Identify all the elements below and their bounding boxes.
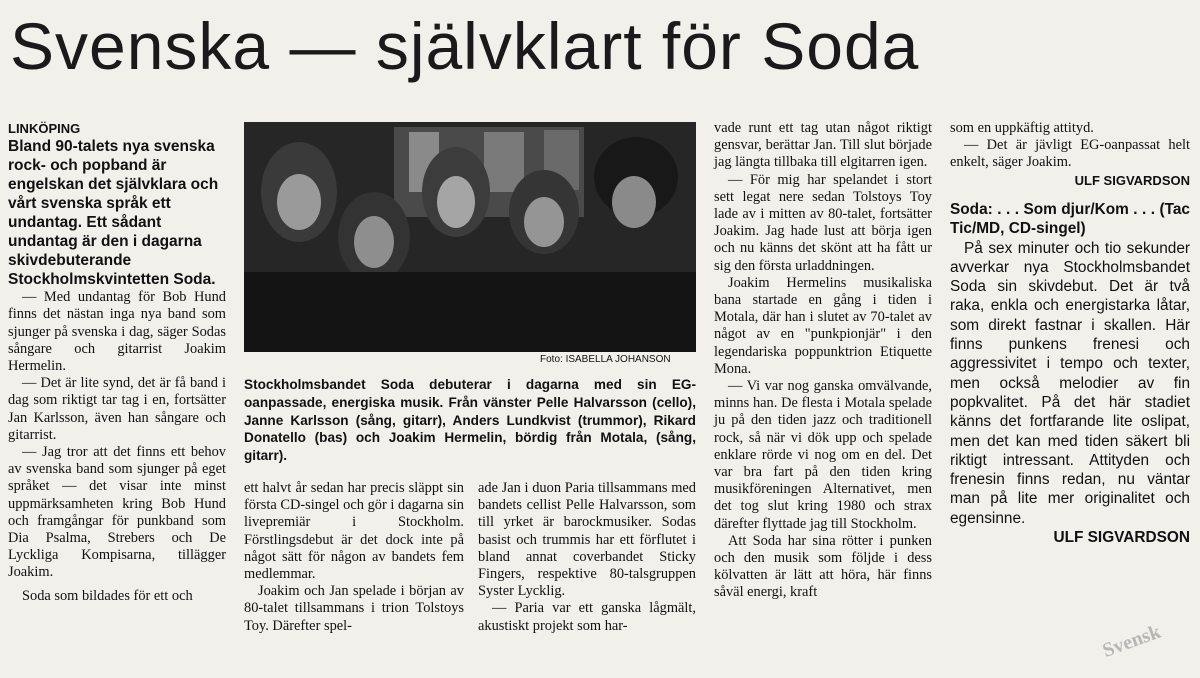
paragraph: ett halvt år sedan har precis släppt sin första CD-singel och gör i dagarna sin livepremiär i Stockholm. Förstlingsdebut är det dock inte på något sätt för någon av bandets fem medlemmar. xyxy=(244,480,464,583)
paragraph: Att Soda har sina rötter i punken och den musik som följde i dess kölvatten är lätt att höra, här finns såväl energi, kraft xyxy=(714,532,932,601)
photo-caption: Stockholmsbandet Soda debuterar i dagarna med sin EG-oanpassade, energiska musik. Från vänster Pelle Halvarsson (cello), Janne Karlsson (sång, gitarr), Anders Lundkvist (trummor), Rikard Donatello (bas) och Joakim Hermelin, bördig från Motala, (sång, gitarr). xyxy=(244,377,696,464)
column-4 xyxy=(714,120,932,602)
column-1 xyxy=(8,120,226,605)
headline: Svenska — självklart för Soda xyxy=(10,9,920,83)
paragraph: — Jag tror att det finns ett behov av svenska band som sjunger på eget språket — det visar inte minst uppmärksamheten kring Bob Hund och framgångar för punkband som Dia Psalma, Strebers och De Lyckliga Kompisarna, tillägger Joakim. xyxy=(8,444,226,581)
column-3 xyxy=(478,480,696,635)
paragraph: — För mig har spelandet i stort sett legat nere sedan Tolstoys Toy lade av i mitten av 80-talet, fortsätter Joakim. Jag hade lust att börja igen och nu känns det skönt att ha fått ur sig den första urladdningen. xyxy=(714,171,932,274)
paragraph: — Det är jävligt EG-oanpassat helt enkelt, säger Joakim. xyxy=(950,137,1190,171)
column-5 xyxy=(950,120,1190,189)
paragraph: — Det är lite synd, det är få band i dag som riktigt tar tag i en, fortsätter Jan Karlsson, även han sångare och gitarrist. xyxy=(8,375,226,443)
paragraph: vade runt ett tag utan något riktigt gensvar, berättar Jan. Till slut började jag längta tillbaka till elgitarren igen. xyxy=(714,120,932,171)
review-body: På sex minuter och tio sekunder avverkar nya Stockholmsbandet Soda sin skivdebut. Det är två raka, enkla och energistarka låtar, som direkt fastnar i skallen. Här finns punkens frenesi och aggressivitet i tempo och texter, men också melodier av fin popkvalitet. På det här stadiet känns det fortfarande lite oslipat, men det kan med tiden säkert bli riktigt intressant. Attityden och frenesin finns redan, nu väntar man på lite mer originalitet och egensinne. xyxy=(950,239,1190,527)
paragraph: — Paria var ett ganska lågmält, akustiskt projekt som har- xyxy=(478,600,696,634)
byline: ULF SIGVARDSON xyxy=(1074,172,1190,188)
paragraph: Joakim Hermelins musikaliska bana startade en gång i tiden i Motala, där han i slutet av 70-talet av något av en "punkpionjär" i den legendariska poppunktrion Etiquette Mona. xyxy=(714,274,932,377)
review-byline: ULF SIGVARDSON xyxy=(1053,529,1190,547)
column-2 xyxy=(244,480,464,635)
stamp: Svensk xyxy=(1099,620,1164,662)
lead-paragraph: Bland 90-talets nya svenska rock- och popband är engelskan det självklara och vårt svenska språk ett undantag. Ett sådant undantag är den i dagarna skivdebuterande Stockholmskvintetten Soda. xyxy=(8,138,219,289)
paragraph: som en uppkäftig attityd. xyxy=(950,120,1094,136)
paragraph: Joakim och Jan spelade i början av 80-talet tillsammans i trion Tolstoys Toy. Därefter spel- xyxy=(244,583,464,634)
paragraph: Soda som bildades för ett och xyxy=(22,587,193,604)
paragraph: ade Jan i duon Paria tillsammans med bandets cellist Pelle Halvarsson, som till yrket är barockmusiker. Sodas basist och trummis har ett förflutet i bland annat coverbandet Sticky Fingers, respektive 80-talsgruppen Syster Lycklig. xyxy=(478,480,696,600)
paragraph: — Vi var nog ganska omvälvande, minns han. De flesta i Motala spelade ju på den tiden jazz och traditionell rock, så när vi dök upp och spelade enklare rörde vi nog om en del. Det var bra fart på den tiden kring musikföreningen Alternativet, men det tog slut kring 1980 och strax därefter flyttade jag till Stockholm. xyxy=(714,378,932,532)
photo-credit: Foto: ISABELLA JOHANSON xyxy=(540,354,671,365)
review-title: Soda: . . . Som djur/Kom . . . (Tac Tic/MD, CD-singel) xyxy=(950,201,1190,238)
band-photo-image xyxy=(244,122,696,352)
band-photo xyxy=(244,122,696,352)
paragraph: — Med undantag för Bob Hund finns det nästan inga nya band som sjunger på svenska i dag, säger Sodas sångare och gitarrist Joakim Hermelin. xyxy=(8,289,226,375)
dateline: LINKÖPING xyxy=(8,121,81,136)
review-box xyxy=(950,200,1190,547)
